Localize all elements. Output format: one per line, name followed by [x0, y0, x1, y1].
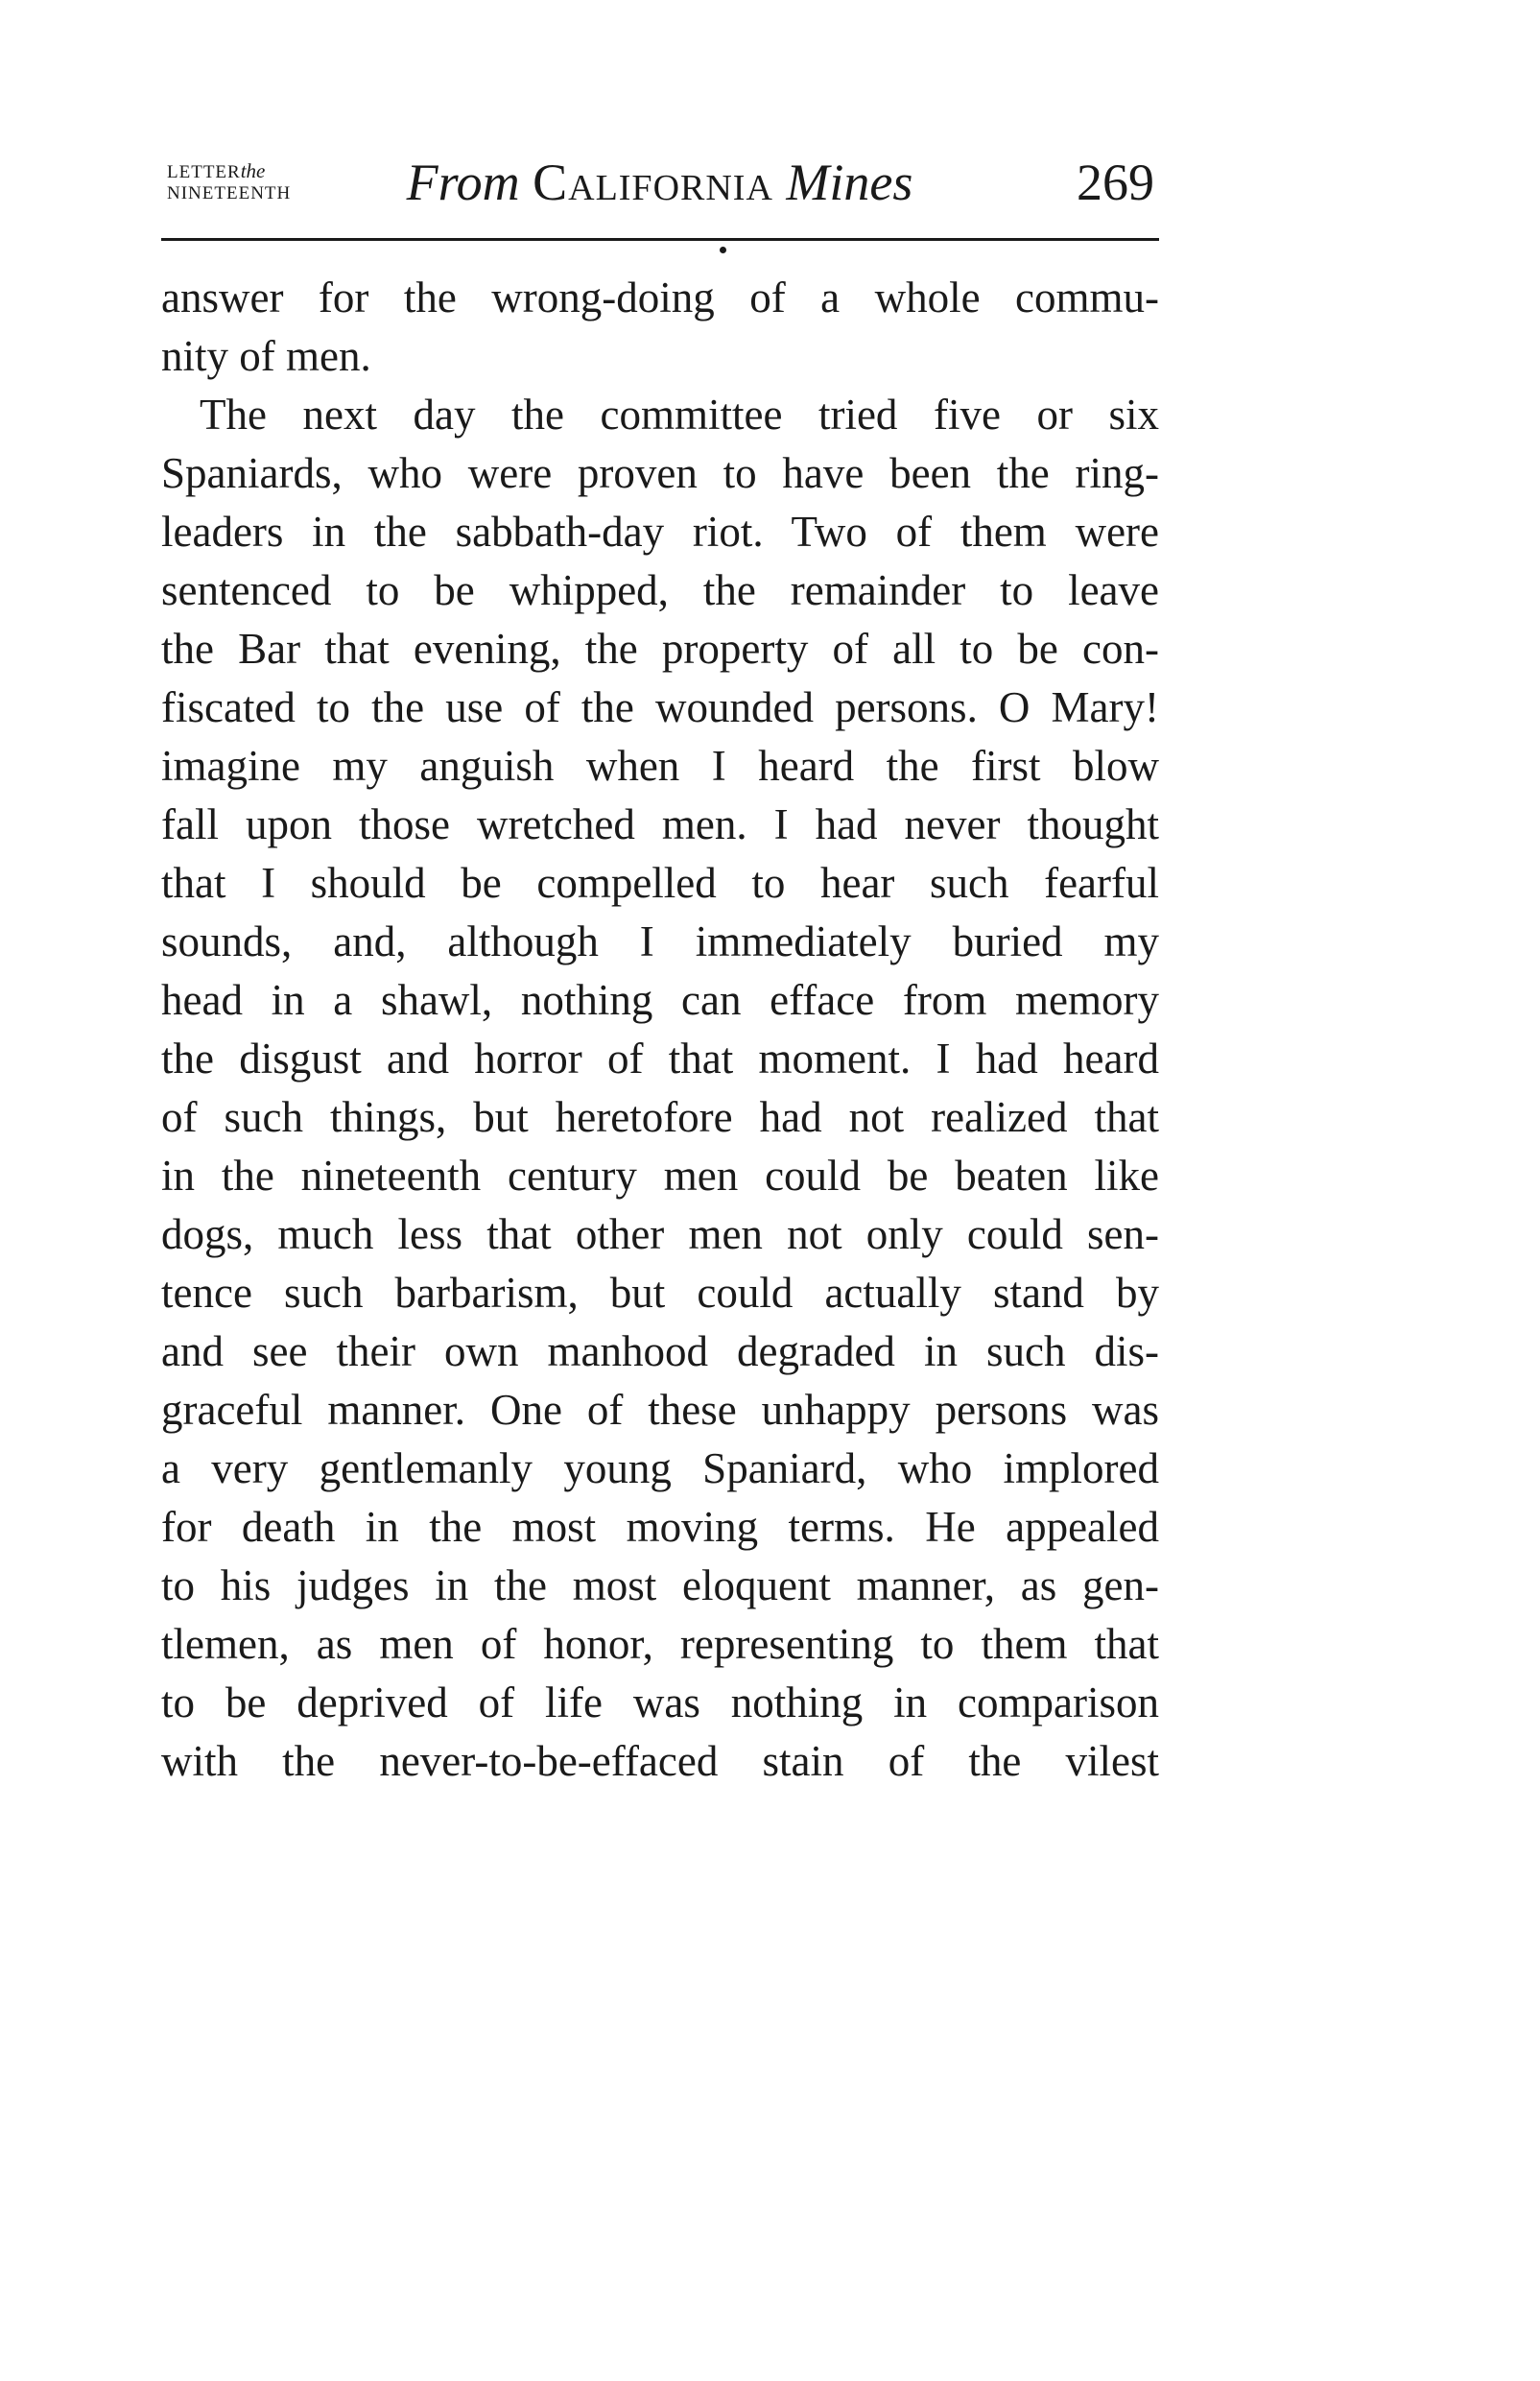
page-number: 269: [1077, 154, 1154, 211]
letter-word: LETTER: [167, 162, 241, 182]
text-line: tlemen, as men of honor, representing to them that: [161, 1620, 1159, 1668]
text-line: for death in the most moving terms. He appealed: [161, 1503, 1159, 1551]
text-line: of such things, but heretofore had not realized that: [161, 1093, 1159, 1141]
text-line: imagine my anguish when I heard the first blow: [161, 742, 1159, 790]
header-rule: [161, 238, 1159, 241]
text-line: to his judges in the most eloquent manner, as gen-: [161, 1561, 1159, 1609]
running-head: [163, 149, 1156, 226]
text-line: with the never-to-be-effaced stain of the vilest: [161, 1737, 1159, 1785]
running-title: [163, 149, 1156, 216]
text-line: the Bar that evening, the property of all to be con-: [161, 625, 1159, 673]
text-line: head in a shawl, nothing can efface from memory: [161, 976, 1159, 1024]
text-line: sentenced to be whipped, the remainder to leave: [161, 566, 1159, 614]
text-line: The next day the committee tried five or six: [200, 391, 1159, 439]
letter-label-line-2: NINETEENTH: [167, 183, 292, 203]
text-line: in the nineteenth century men could be beaten like: [161, 1152, 1159, 1200]
text-line: that I should be compelled to hear such fearful: [161, 859, 1159, 907]
title-california: California: [533, 154, 773, 211]
text-line: answer for the wrong-doing of a whole commu-: [161, 274, 1159, 321]
text-line: fiscated to the use of the wounded persons. O Mary!: [161, 683, 1159, 731]
text-line: leaders in the sabbath-day riot. Two of them were: [161, 508, 1159, 556]
text-line: graceful manner. One of these unhappy persons was: [161, 1386, 1159, 1434]
text-line: Spaniards, who were proven to have been the ring-: [161, 449, 1159, 497]
body-text: [161, 269, 1159, 1791]
text-line: to be deprived of life was nothing in comparison: [161, 1679, 1159, 1726]
title-mines: Mines: [786, 154, 913, 211]
title-from: From: [406, 154, 520, 211]
text-line: the disgust and horror of that moment. I had heard: [161, 1035, 1159, 1083]
text-line: and see their own manhood degraded in such dis-: [161, 1327, 1159, 1375]
text-line: sounds, and, although I immediately buried my: [161, 917, 1159, 965]
text-line: fall upon those wretched men. I had never thought: [161, 800, 1159, 848]
text-line: a very gentlemanly young Spaniard, who implored: [161, 1444, 1159, 1492]
text-line: tence such barbarism, but could actually stand by: [161, 1269, 1159, 1317]
text-line: nity of men.: [161, 332, 371, 380]
the-word: the: [240, 159, 266, 182]
rule-dot: [720, 247, 726, 253]
text-line: dogs, much less that other men not only could sen-: [161, 1210, 1159, 1258]
